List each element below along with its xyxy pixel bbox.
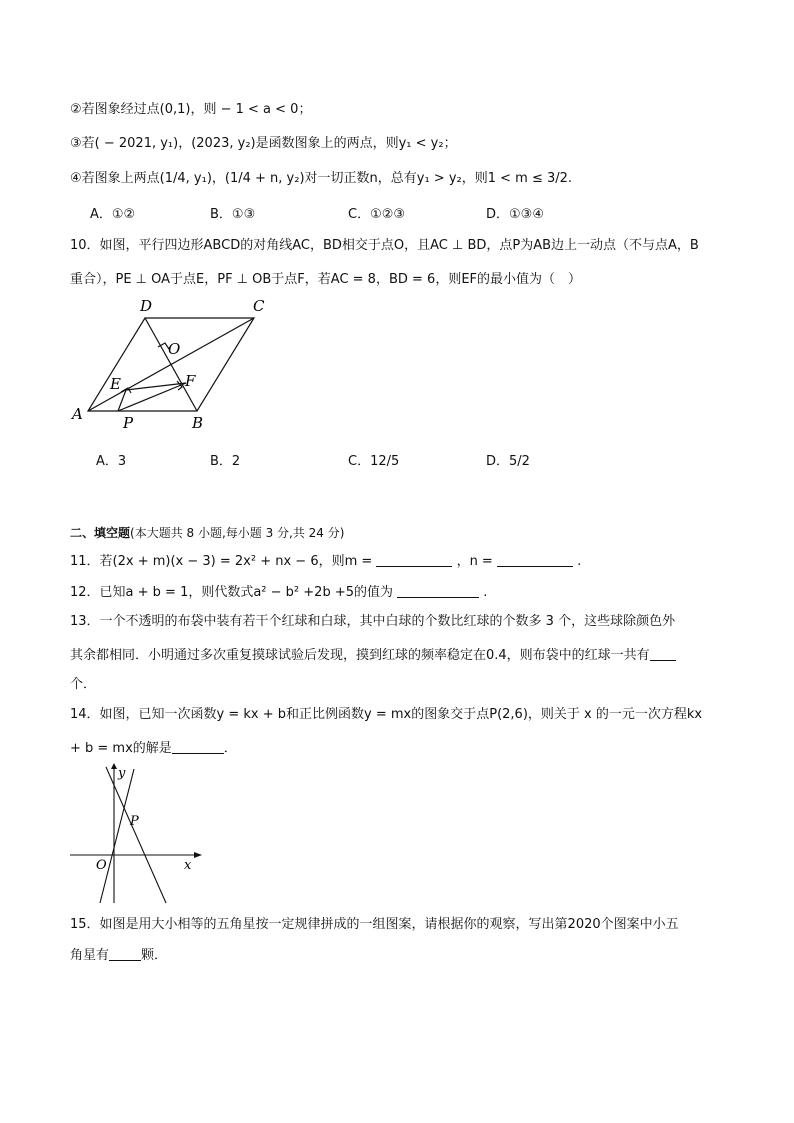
q10-line-1: 10．如图，平行四边形ABCD的对角线AC，BD相交于点O，且AC ⊥ BD，点P为AB边上一动点（不与点A，B <box>70 238 699 253</box>
linear-function-graph <box>66 763 206 907</box>
q14-text-pre: + b = mx的解是 <box>70 741 172 756</box>
q14-blank[interactable] <box>172 739 224 754</box>
q12-blank[interactable] <box>397 583 479 598</box>
label-e: E <box>110 375 121 393</box>
q12-text-end: . <box>483 585 488 600</box>
q15-text-end: 颗． <box>141 948 168 963</box>
q11-text-end: . <box>577 554 582 569</box>
label-p: P <box>123 414 134 432</box>
label-c: C <box>253 297 265 315</box>
q13-line-1: 13．一个不透明的布袋中装有若干个红球和白球，其中白球的个数比红球的个数多 3 个，这些球除颜色外 <box>70 614 676 629</box>
parallelogram-figure <box>66 294 286 434</box>
q9-option-d: D．①③④ <box>486 207 544 222</box>
point-label-p: P <box>130 814 139 829</box>
q9-option-a: A．①② <box>90 207 136 222</box>
q14-text-end: ． <box>223 741 237 756</box>
question-11 <box>70 552 581 571</box>
q15-line-1: 15．如图是用大小相等的五角星按一定规律拼成的一组图案，请根据你的观察，写出第2020个图案中小五 <box>70 917 679 932</box>
axis-label-y: y <box>118 766 126 781</box>
q13-blank[interactable] <box>650 646 676 661</box>
q9-option-b: B．①③ <box>210 207 256 222</box>
label-b: B <box>192 414 204 432</box>
q15-text-pre: 角星有 <box>70 948 110 963</box>
q9-statement-2: ②若图象经过点(0,1)，则 − 1 < a < 0； <box>70 102 312 117</box>
label-d: D <box>140 297 153 315</box>
label-f: F <box>185 372 196 390</box>
q11-text-pre: 11．若(2x + m)(x − 3) = 2x² + nx − 6，则m = <box>70 554 373 569</box>
q9-statement-4: ④若图象上两点(1/4, y₁)，(1/4 + n, y₂)对一切正数n，总有y₁ > y₂，则1 < m ≤ 3/2. <box>70 171 573 186</box>
q14-line-1: 14．如图，已知一次函数y = kx + b和正比例函数y = mx的图象交于点P(2,6)，则关于 x 的一元一次方程kx <box>70 707 703 722</box>
label-a: A <box>72 405 83 423</box>
q15-blank[interactable] <box>109 946 141 961</box>
label-o: O <box>168 340 181 358</box>
q11-text-mid: ，n = <box>456 554 493 569</box>
section-heading <box>70 524 344 542</box>
q13-line-2: 其余都相同．小明通过多次重复摸球试验后发现，摸到红球的频率稳定在0.4，则布袋中的红球一共有 <box>70 648 650 663</box>
q10-option-b: B．2 <box>210 454 241 469</box>
q13-line-3: 个． <box>70 677 97 692</box>
question-12 <box>70 583 487 602</box>
q10-option-d: D．5/2 <box>486 454 530 469</box>
q14-line-2 <box>70 739 237 758</box>
axis-label-x: x <box>184 858 192 873</box>
q10-line-2: 重合），PE ⊥ OA于点E，PF ⊥ OB于点F，若AC = 8，BD = 6，则EF的最小值为（ ） <box>70 272 582 287</box>
q9-statement-3: ③若( − 2021, y₁)，(2023, y₂)是函数图象上的两点，则y₁ < y₂； <box>70 136 457 151</box>
q12-text-pre: 12．已知a + b = 1，则代数式a² − b² +2b +5的值为 <box>70 585 393 600</box>
q15-line-2 <box>70 946 167 965</box>
section-title: 二、填空题 <box>70 526 131 540</box>
q11-blank-m[interactable] <box>376 552 452 567</box>
q11-blank-n[interactable] <box>497 552 573 567</box>
q9-option-c: C．①②③ <box>348 207 406 222</box>
q13-line-2-text <box>70 646 676 665</box>
origin-label: O <box>96 858 107 873</box>
section-note: (本大题共 8 小题,每小题 3 分,共 24 分) <box>130 526 345 540</box>
q10-option-c: C．12/5 <box>348 454 400 469</box>
q10-option-a: A．3 <box>96 454 127 469</box>
